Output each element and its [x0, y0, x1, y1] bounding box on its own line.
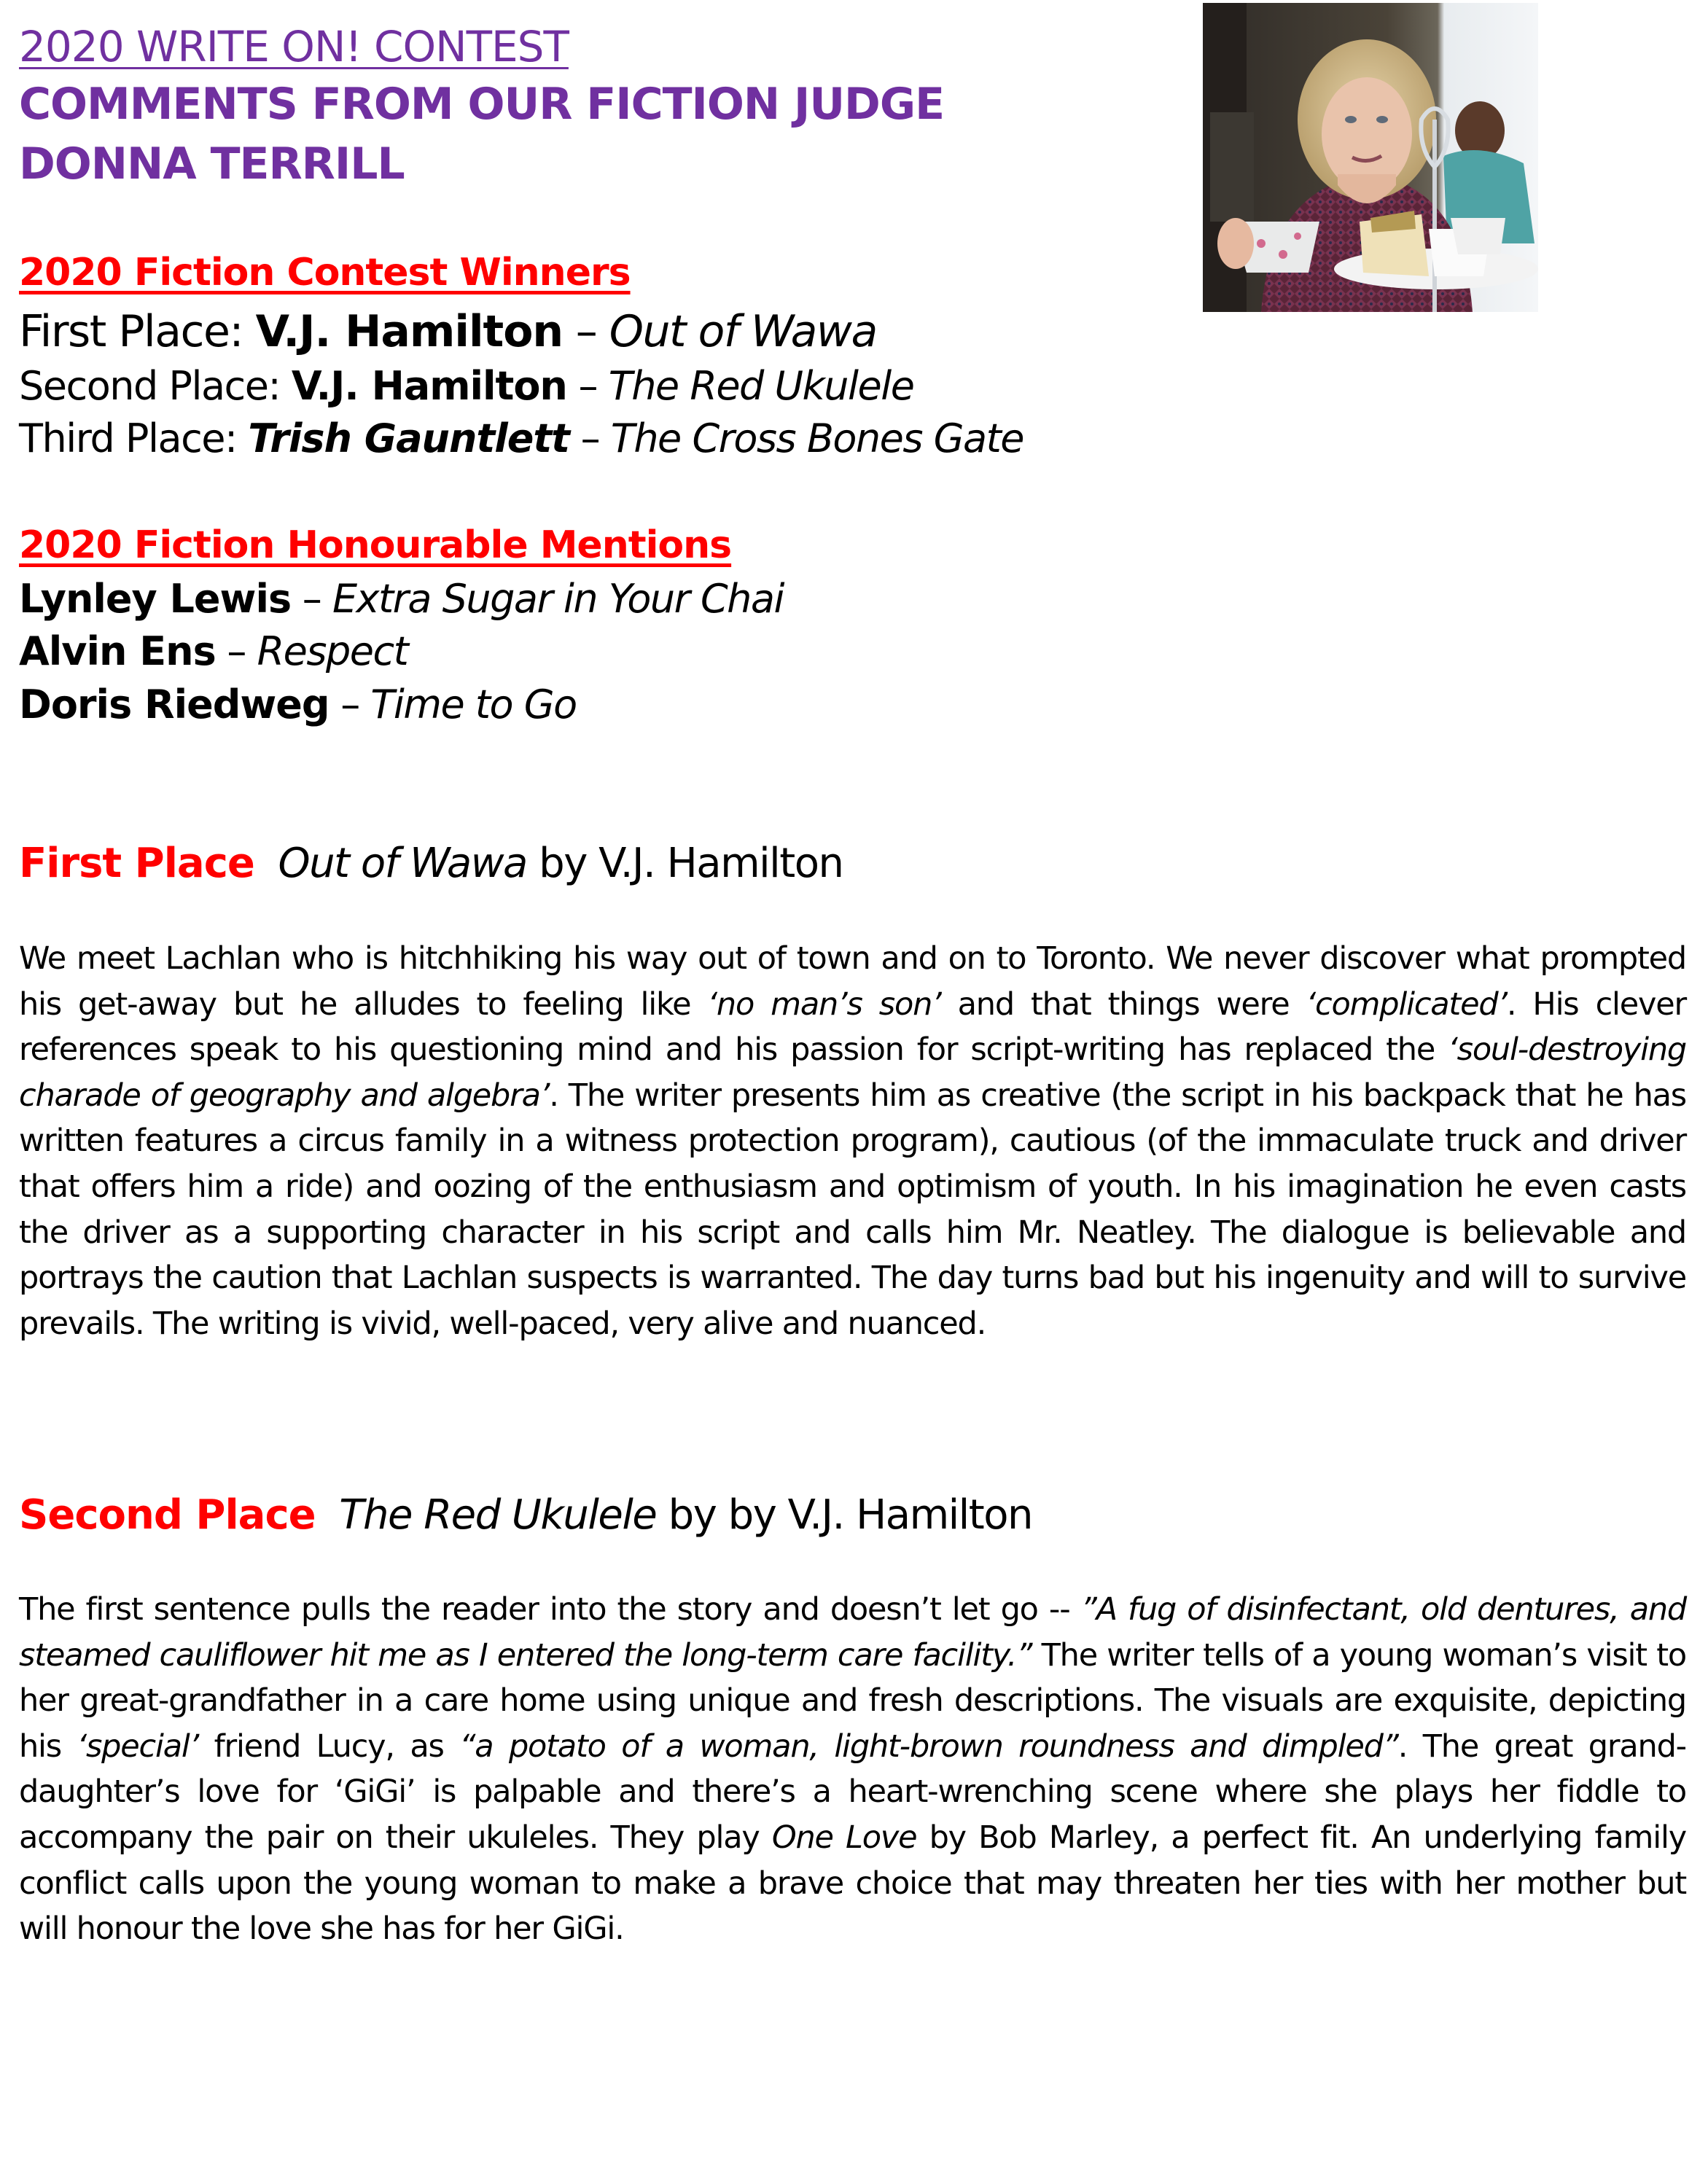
winner-author: V.J. Hamilton [291, 363, 567, 409]
review-text: We meet Lachlan who is hitchhiking his way out of town and on to Toronto. We never discover what prompted his get-away but he alludes to feeling like [19, 940, 1686, 1023]
honourable-entry [19, 628, 407, 674]
winner-entry-third [19, 415, 1023, 461]
review-quote: “a potato of a woman, light-brown roundness and dimpled” [459, 1728, 1398, 1765]
winner-title: The Cross Bones Gate [610, 415, 1023, 461]
review-heading-second [19, 1491, 1032, 1539]
winner-dash: – [563, 306, 609, 357]
review-quote: ‘soul-destroying charade of geography and algebra’ [19, 1031, 1686, 1114]
review-story-title: Out of Wawa [278, 840, 527, 887]
review-place-label: First Place [19, 840, 254, 887]
honourable-entry [19, 682, 577, 727]
winner-entry-first [19, 306, 877, 357]
honourable-dash: – [329, 682, 371, 727]
review-text: friend Lucy, as [198, 1728, 460, 1765]
review-quote: ”A fug of disinfectant, old dentures, and steamed cauliflower hit me as I entered the long-term care facility.” [19, 1591, 1686, 1674]
review-byline: by by V.J. Hamilton [656, 1491, 1032, 1539]
winner-dash: – [569, 415, 611, 461]
review-text: . The writer presents him as creative (the script in his backpack that he has written features a circus family in a witness protection program), cautious (of the immaculate truck and driver that offers him a ride) and oozing of the enthusiasm and optimism of youth. In his imagination he even casts the driver as a supporting character in his script and calls him Mr. Neatley. The dialogue is believable and portrays the caution that Lachlan suspects is warranted. The day turns bad but his ingenuity and will to survive prevails. The writing is vivid, well-paced, very alive and nuanced. [19, 1077, 1687, 1342]
honourable-author: Alvin Ens [19, 628, 216, 674]
review-byline: by V.J. Hamilton [526, 840, 843, 887]
review-text: . The great grand-daughter’s love for ‘GiGi’ is palpable and there’s a heart-wrenching scene where she plays her fiddle to accompany the pair on their ukuleles. They play [19, 1728, 1686, 1856]
honourable-dash: – [215, 628, 257, 674]
judge-photo [1203, 3, 1538, 312]
honourable-author: Doris Riedweg [19, 682, 329, 727]
review-quote: ‘complicated’ [1306, 985, 1507, 1023]
review-text: The writer tells of a young woman’s visit to her great-grandfather in a care home using unique and fresh descriptions. The visuals are exquisite, depicting his [19, 1636, 1686, 1765]
honourable-entry [19, 576, 784, 622]
winner-title: The Red Ukulele [608, 363, 914, 409]
honourable-heading: 2020 Fiction Honourable Mentions [19, 523, 732, 567]
review-heading-first [19, 840, 843, 887]
review-paragraph-second [19, 1587, 1686, 1952]
honourable-dash: – [291, 576, 332, 622]
winner-place: Second Place: [19, 363, 281, 409]
honourable-author: Lynley Lewis [19, 576, 292, 622]
page-title-line2: DONNA TERRILL [19, 138, 405, 190]
review-text: and that things were [940, 985, 1306, 1023]
contest-title-link[interactable]: 2020 WRITE ON! CONTEST [19, 22, 569, 71]
review-place-label: Second Place [19, 1491, 316, 1539]
honourable-title: Extra Sugar in Your Chai [332, 576, 784, 622]
winner-entry-second [19, 363, 913, 409]
honourable-title: Respect [257, 628, 408, 674]
review-text: . His clever references speak to his questioning mind and his passion for script-writing has replaced the [19, 985, 1686, 1069]
review-paragraph-first [19, 936, 1686, 1346]
page-title-line1: COMMENTS FROM OUR FICTION JUDGE [19, 79, 945, 130]
review-song-title: One Love [771, 1819, 917, 1856]
winner-author: V.J. Hamilton [255, 306, 564, 357]
winners-heading: 2020 Fiction Contest Winners [19, 251, 631, 294]
review-quote: ‘special’ [77, 1728, 199, 1765]
judge-photo-image [1203, 3, 1538, 312]
review-story-title: The Red Ukulele [339, 1491, 657, 1539]
honourable-title: Time to Go [370, 682, 577, 727]
winner-author: Trish Gauntlett [248, 415, 569, 461]
winner-place: First Place: [19, 306, 243, 357]
winner-title: Out of Wawa [609, 306, 877, 357]
review-text: by Bob Marley, a perfect fit. An underlying family conflict calls upon the young woman to make a brave choice that may threaten her ties with her mother but will honour the love she has for her GiGi. [19, 1819, 1686, 1948]
review-text: The first sentence pulls the reader into the story and doesn’t let go -- [19, 1591, 1081, 1628]
review-quote: ‘no man’s son’ [707, 985, 941, 1023]
winner-dash: – [566, 363, 609, 409]
winner-place: Third Place: [19, 415, 237, 461]
